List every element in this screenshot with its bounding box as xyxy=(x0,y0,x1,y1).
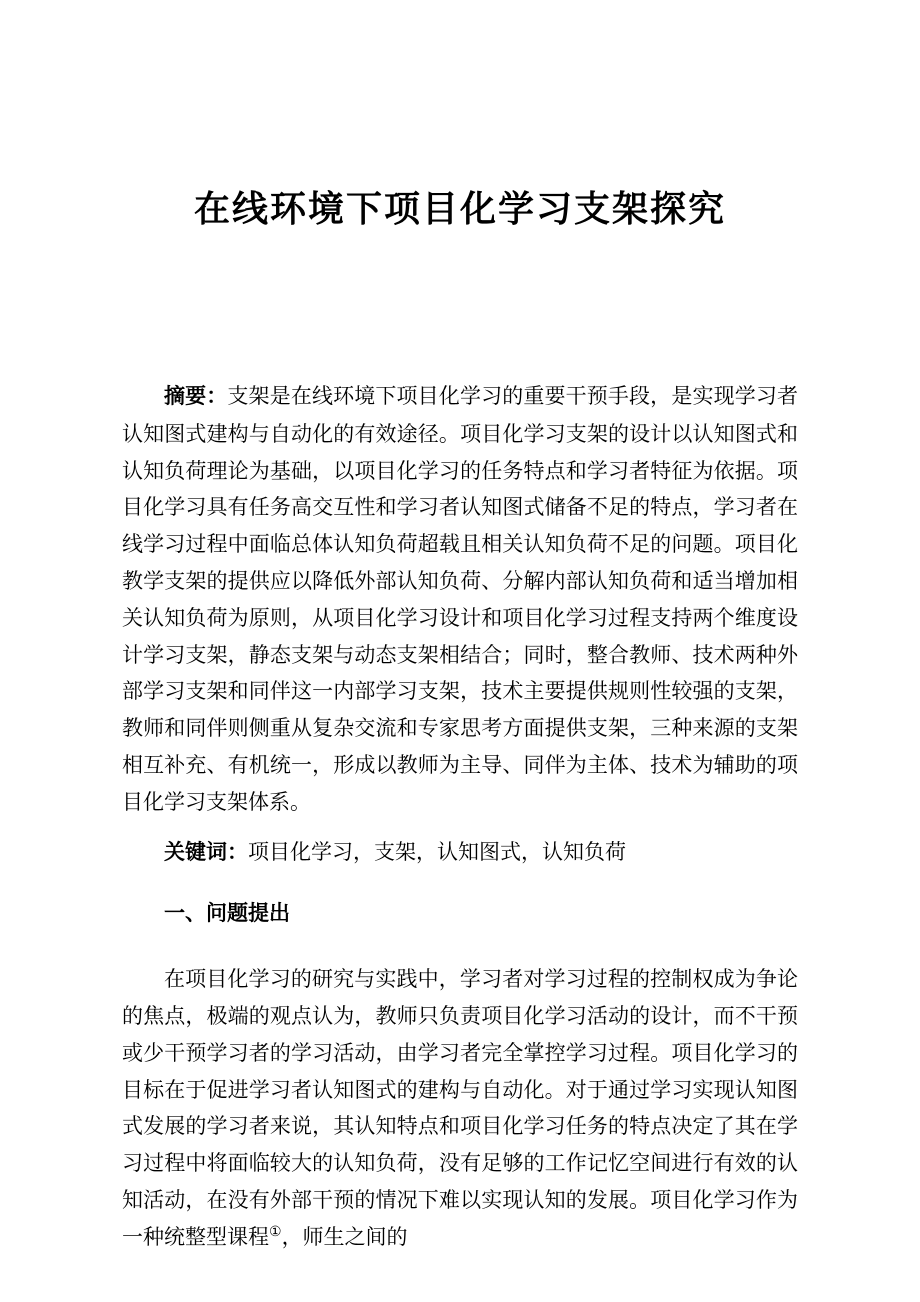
section-heading-problem-statement: 一、问题提出 xyxy=(164,902,290,926)
abstract-text: 支架是在线环境下项目化学习的重要干预手段，是实现学习者认知图式建构与自动化的有效途径。项目化学习支架的设计以认知图式和认知负荷理论为基础，以项目化学习的任务特点和学习者特征为依据。项目化学习具有任务高交互性和学习者认知图式储备不足的特点，学习者在线学习过程中面临总体认知负荷超载且相关认知负荷不足的问题。项目化教学支架的提供应以降低外部认知负荷、分解内部认知负荷和适当增加相关认知负荷为原则，从项目化学习设计和项目化学习过程支持两个维度设计学习支架，静态支架与动态支架相结合；同时，整合教师、技术两种外部学习支架和同伴这一内部学习支架，技术主要提供规则性较强的支架，教师和同伴则侧重从复杂交流和专家思考方面提供支架，三种来源的支架相互补充、有机统一，形成以教师为主导、同伴为主体、技术为辅助的项目化学习支架体系。 xyxy=(122,384,799,814)
keywords-line xyxy=(122,834,798,872)
abstract-label: 摘要： xyxy=(164,385,228,408)
keywords-text: 项目化学习，支架，认知图式，认知负荷 xyxy=(248,839,626,864)
body-paragraph-text-continued: ，师生之间的 xyxy=(281,1224,408,1249)
body-paragraph-text: 在项目化学习的研究与实践中，学习者对学习过程的控制权成为争论的焦点，极端的观点认为，教师只负责项目化学习活动的设计，而不干预或少干预学习者的学习活动，由学习者完全掌控学习过程。项目化学习的目标在于促进学习者认知图式的建构与自动化。对于通过学习实现认知图式发展的学习者来说，其认知特点和项目化学习任务的特点决定了其在学习过程中将面临较大的认知负荷，没有足够的工作记忆空间进行有效的认知活动，在没有外部干预的情况下难以实现认知的发展。项目化学习作为一种统整型课程 xyxy=(122,967,798,1249)
body-paragraph xyxy=(122,961,798,1255)
document-title: 在线环境下项目化学习支架探究 xyxy=(193,189,726,229)
footnote-reference-1: ① xyxy=(269,1224,282,1240)
keywords-label: 关键词： xyxy=(164,840,248,864)
abstract-paragraph xyxy=(122,378,798,821)
